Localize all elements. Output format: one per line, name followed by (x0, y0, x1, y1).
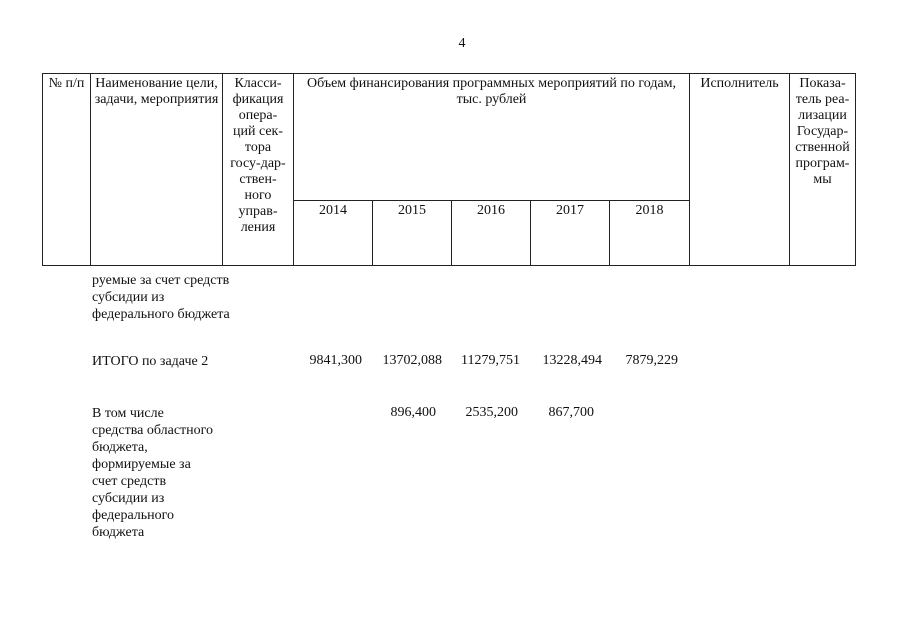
total-2015-value: 13702,088 (382, 353, 442, 368)
row-total-task2-label: ИТОГО по задаче 2 (92, 354, 209, 369)
header-year-2017: 2017 (531, 200, 610, 265)
table-header (42, 73, 856, 266)
header-year-2015: 2015 (373, 200, 452, 265)
header-col-name: Наименование цели, задачи, мероприятия (91, 74, 223, 266)
header-year-2014: 2014 (294, 200, 373, 265)
regional-2016-value: 2535,200 (465, 405, 518, 420)
header-col-executor: Исполнитель (690, 74, 790, 266)
total-2018-value: 7879,229 (625, 353, 678, 368)
header-col-indicator: Показа-тель реа-лизации Государ-ственной програм-мы (790, 74, 856, 266)
header-col-classification: Класси-фикация опера-ций сек-тора госу-дар-ствен-ного управ-ления (223, 74, 294, 266)
header-year-2018: 2018 (610, 200, 690, 265)
header-year-2016: 2016 (452, 200, 531, 265)
row-continuation-text: руемые за счет средств субсидии из федерального бюджета (92, 273, 230, 322)
total-2016-value: 11279,751 (461, 353, 520, 368)
page-number: 4 (458, 36, 466, 51)
total-2017-value: 13228,494 (542, 353, 602, 368)
total-2014-value: 9841,300 (309, 353, 362, 368)
row-regional-budget-label: В том числе средства областного бюджета, формируемые за счет средств субсидии из федерального бюджета (92, 406, 214, 540)
header-col-number: № п/п (43, 74, 91, 266)
regional-2017-value: 867,700 (548, 405, 594, 420)
regional-2015-value: 896,400 (390, 405, 436, 420)
header-col-funding: Объем финансирования программных мероприятий по годам, тыс. рублей (294, 74, 690, 201)
